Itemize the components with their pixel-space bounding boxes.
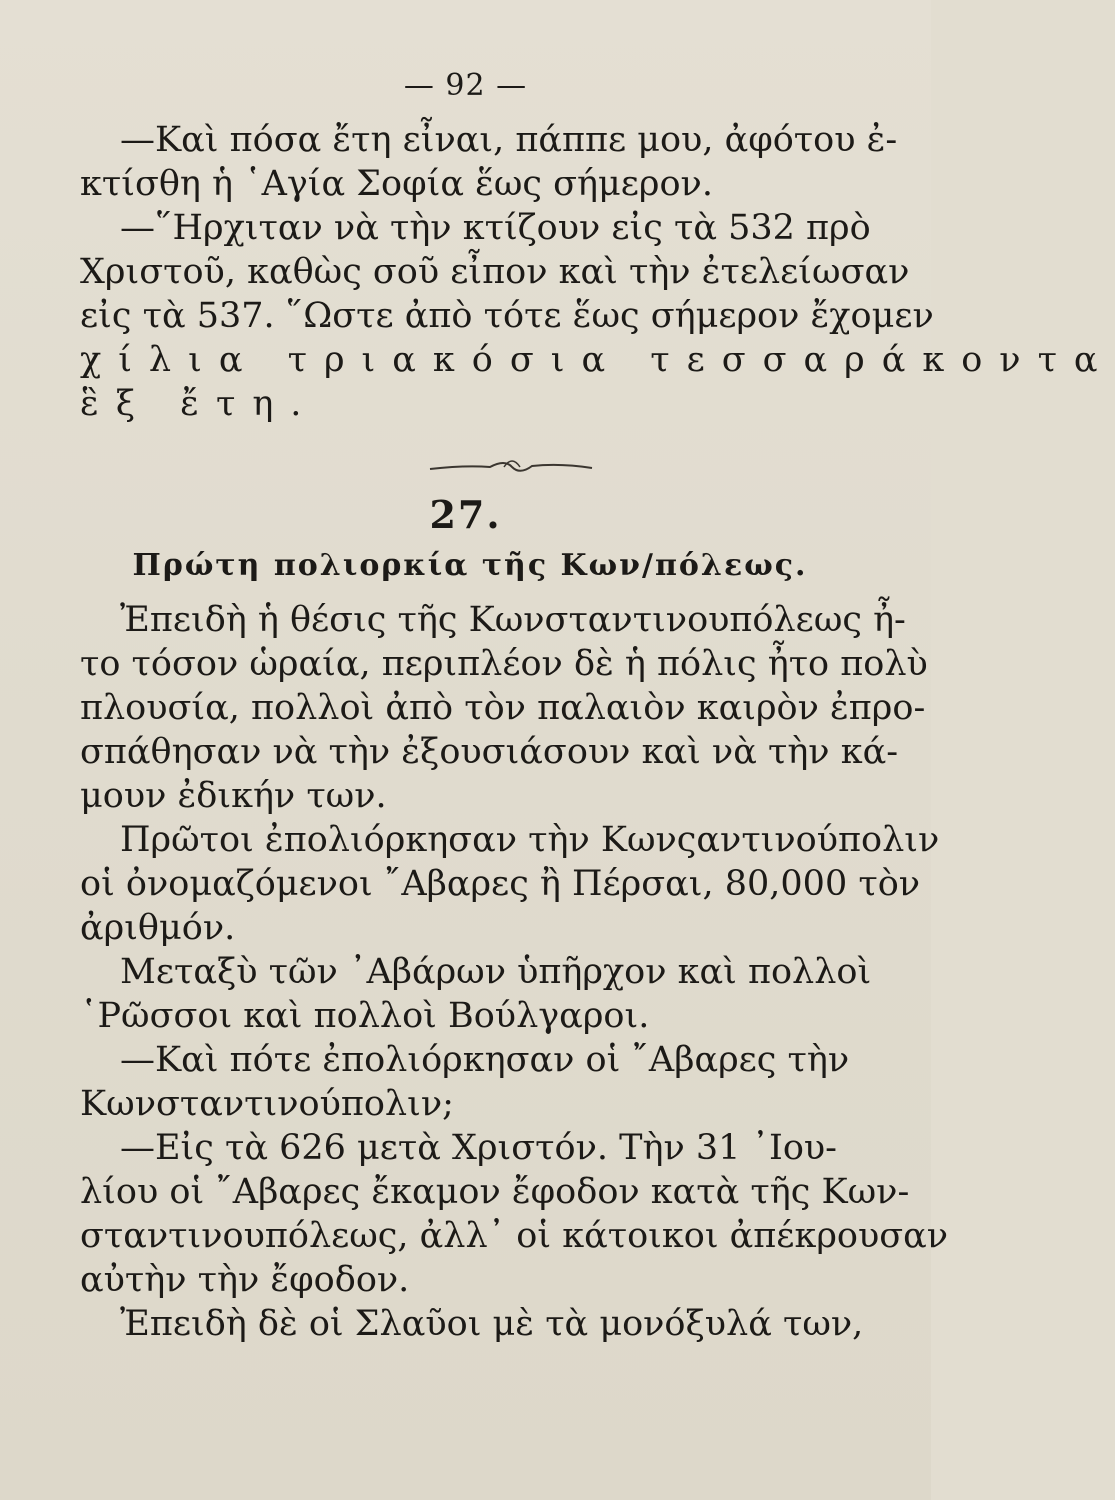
text-line-spaced: χίλια τριακόσια τεσσαράκοντα [80, 340, 1115, 380]
text-line: —Καὶ πόσα ἔτη εἶναι, πάππε μου, ἀφότου ἐ- [120, 120, 898, 160]
text-line: το τόσον ὡραία, περιπλέον δὲ ἡ πόλις ἦτο πολὺ [80, 644, 928, 684]
text-line: οἱ ὀνομαζόμενοι ῎Αβαρες ἢ Πέρσαι, 80,000 τὸν [80, 864, 921, 904]
text-line: αὐτὴν τὴν ἔφοδον. [80, 1260, 410, 1300]
text-line: πλουσία, πολλοὶ ἀπὸ τὸν παλαιὸν καιρὸν ἐπρο- [80, 688, 926, 728]
text-line: Μεταξὺ τῶν ᾽Αβάρων ὑπῆρχον καὶ πολλοὶ [120, 952, 872, 992]
top-text-block [80, 118, 1115, 426]
text-line: ῾Ρῶσσοι καὶ πολλοὶ Βούλγαροι. [80, 996, 650, 1036]
text-line: λίου οἱ ῎Αβαρες ἔκαμον ἔφοδον κατὰ τῆς Κων- [80, 1172, 910, 1212]
text-line: Ἐπειδὴ ἡ θέσις τῆς Κωνσταντινουπόλεως ἦ- [120, 600, 906, 640]
text-line: Χριστοῦ, καθὼς σοῦ εἶπον καὶ τὴν ἐτελείωσαν [80, 252, 910, 292]
text-line: σπάθησαν νὰ τὴν ἐξουσιάσουν καὶ νὰ τὴν κά- [80, 732, 899, 772]
text-line: —Εἰς τὰ 626 μετὰ Χριστόν. Τὴν 31 ᾽Ιου- [120, 1128, 838, 1168]
text-line: εἰς τὰ 537. ῞Ωστε ἀπὸ τότε ἕως σήμερον ἔχομεν [80, 296, 934, 336]
text-line: μουν ἐδικήν των. [80, 776, 387, 816]
text-line: Πρῶτοι ἐπολιόρκησαν τὴν Κωνςαντινούπολιν [120, 820, 940, 860]
text-line: Κωνσταντινούπολιν; [80, 1084, 454, 1124]
text-line-last: ἓξ ἔτη. [80, 384, 319, 424]
text-line: κτίσθη ἡ ῾Αγία Σοφία ἕως σήμερον. [80, 164, 713, 204]
chapter-title: Πρώτη πολιορκία τῆς Κων/πόλεως. [132, 548, 808, 583]
text-line: ἀριθμόν. [80, 908, 236, 948]
text-line: σταντινουπόλεως, ἀλλ᾽ οἱ κάτοικοι ἀπέκρουσαν [80, 1216, 949, 1256]
chapter-number: 27. [429, 492, 502, 537]
ornament-divider [420, 447, 600, 487]
bottom-text-block [80, 598, 949, 1346]
text-line: —Καὶ πότε ἐπολιόρκησαν οἱ ῎Αβαρες τὴν [120, 1040, 850, 1080]
text-line: —῞Ηρχιταν νὰ τὴν κτίζουν εἰς τὰ 532 πρὸ [120, 208, 871, 248]
page-number: — 92 — [403, 68, 528, 103]
text-line: Ἐπειδὴ δὲ οἱ Σλαῦοι μὲ τὰ μονόξυλά των, [120, 1304, 864, 1344]
